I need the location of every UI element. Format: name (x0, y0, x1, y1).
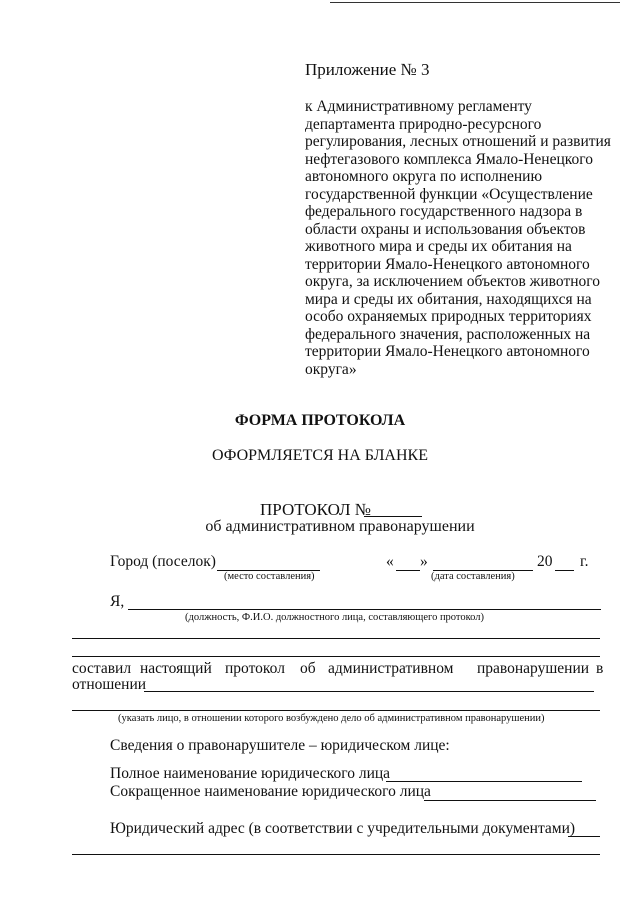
protocol-number-field[interactable] (364, 516, 422, 517)
date-day-field[interactable] (396, 570, 420, 571)
date-quote-open: « (386, 553, 394, 570)
appendix-line: территории Ямало-Ненецкого автономного (305, 343, 590, 360)
official-field[interactable] (128, 609, 601, 610)
full-name-field[interactable] (386, 781, 582, 782)
appendix-line: округа, за исключением объектов животного (305, 273, 600, 290)
place-hint: (место составления) (224, 571, 315, 582)
date-quote-close: » (420, 553, 428, 570)
short-name-label: Сокращенное наименование юридического лица (110, 783, 431, 800)
appendix-line: федерального государственного надзора в (305, 203, 583, 220)
date-hint: (дата составления) (431, 571, 515, 582)
full-name-label: Полное наименование юридического лица (110, 765, 391, 782)
person-hint: (указать лицо, в отношении которого возбуждено дело об административном правонарушении) (118, 713, 545, 724)
composed-word: об (300, 660, 316, 677)
form-heading: ФОРМА ПРОТОКОЛА (234, 412, 406, 429)
relation-extra-line[interactable] (72, 710, 600, 711)
appendix-line: государственной функции «Осуществление (305, 185, 593, 203)
composed-word: протокол (225, 660, 285, 677)
protocol-subtitle: об административном правонарушении (205, 518, 475, 535)
composed-word: административном (328, 660, 454, 677)
composed-word: правонарушении (477, 660, 590, 677)
appendix-line: округа» (305, 360, 357, 378)
relation-label: отношении (72, 676, 147, 693)
appendix-title: Приложение № 3 (305, 60, 430, 79)
top-edge-line (330, 2, 620, 3)
date-year-field[interactable] (555, 570, 574, 571)
official-label: Я, (110, 593, 125, 610)
appendix-line: нефтегазового комплекса Ямало-Ненецкого (305, 150, 593, 168)
appendix-line: федерального значения, расположенных на (305, 325, 591, 343)
appendix-line: регулирования, лесных отношений и развития (305, 133, 611, 150)
short-name-field[interactable] (424, 800, 596, 801)
address-field[interactable] (568, 836, 600, 837)
address-label: Юридический адрес (в соответствии с учредительными документами) (110, 820, 576, 837)
appendix-body (305, 98, 611, 378)
appendix-line: животного мира и среды их обитания на (305, 238, 572, 255)
official-hint: (должность, Ф.И.О. должностного лица, составляющего протокол) (185, 612, 485, 623)
year-prefix: 20 (537, 553, 553, 570)
composed-word: в (596, 660, 604, 677)
composed-word: настоящий (140, 660, 212, 677)
appendix-line: автономного округа по исполнению (305, 168, 543, 185)
protocol-title: ПРОТОКОЛ № (260, 500, 371, 519)
offender-heading: Сведения о правонарушителе – юридическом лице: (110, 737, 450, 754)
official-extra-line-2[interactable] (72, 656, 600, 657)
city-label: Город (поселок) (110, 553, 216, 570)
appendix-line: к Административному регламенту (305, 98, 532, 115)
appendix-line: департамента природно-ресурсного (305, 115, 542, 133)
appendix-line: мира и среды их обитания, находящихся на (305, 290, 592, 308)
form-subheading: ОФОРМЛЯЕТСЯ НА БЛАНКЕ (212, 447, 428, 464)
official-extra-line-1[interactable] (72, 638, 600, 639)
relation-field[interactable] (144, 691, 594, 692)
composed-word: составил (72, 660, 132, 677)
appendix-line: особо охраняемых природных территориях (305, 308, 592, 325)
appendix-line: области охраны и использования объектов (305, 220, 586, 238)
year-suffix: г. (580, 553, 589, 570)
address-extra-line[interactable] (72, 854, 600, 855)
appendix-line: территории Ямало-Ненецкого автономного (305, 255, 590, 273)
